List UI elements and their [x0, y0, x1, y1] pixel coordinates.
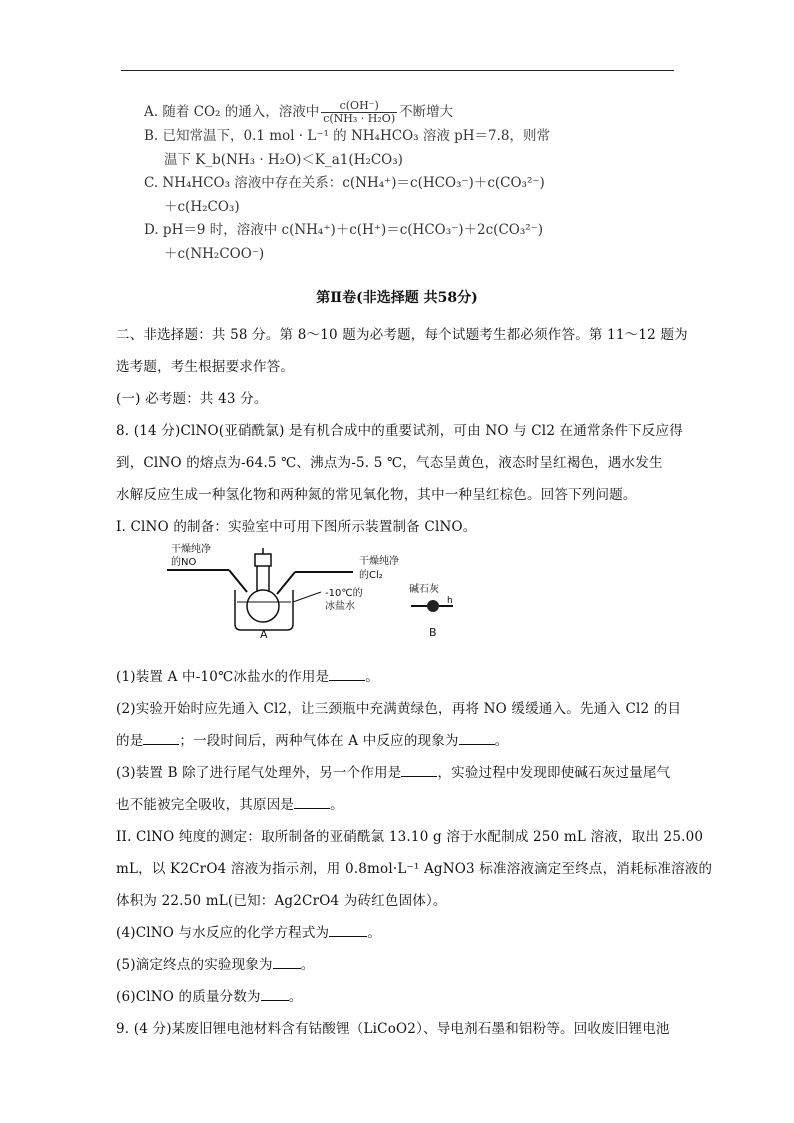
- drying-tube-bulb: [427, 600, 439, 612]
- q8-sub2-text-b: ；一段时间后，两种气体在 A 中反应的现象为: [179, 733, 459, 749]
- q8-sub5: [116, 953, 684, 973]
- option-a-tail: 不断增大: [399, 104, 454, 120]
- fraction-numerator: c(OH⁻): [321, 100, 397, 113]
- q8-part2-line3: 体积为 22.50 mL(已知：Ag2CrO4 为砖红色固体）。: [116, 893, 447, 909]
- section-title: 第Ⅱ卷(非选择题 共58分): [316, 290, 478, 306]
- answer-options: [144, 100, 604, 266]
- label-cl-2: 的Cl₂: [359, 570, 383, 581]
- q8-sub3-line1: [116, 761, 684, 781]
- label-a: A: [260, 628, 268, 640]
- answer-blank[interactable]: [143, 732, 179, 745]
- q8-sub2-line2: [116, 729, 684, 749]
- answer-blank[interactable]: [401, 764, 437, 777]
- q8-sub3-line2: [116, 793, 684, 813]
- no-tube-bend: [229, 570, 247, 592]
- q8-sub1-text: (1)装置 A 中-10℃冰盐水的作用是: [116, 669, 330, 685]
- q8-sub3-text-b: ，实验过程中发现即使碱石灰过量尾气: [437, 765, 671, 781]
- option-b-line1: B. 已知常温下，0.1 mol · L⁻¹ 的 NH₄HCO₃ 溶液 pH＝7.8，则常: [144, 128, 551, 144]
- answer-blank[interactable]: [273, 956, 301, 969]
- period: 。: [330, 797, 344, 813]
- q8-sub3-text-c: 也不能被完全吸收，其原因是: [116, 797, 295, 813]
- q8-sub1: [116, 665, 684, 685]
- q9-line-1: 9. (4 分)某废旧锂电池材料含有钴酸锂（LiCoO2）、导电剂石墨和铝粉等。回收废旧锂电池: [116, 1021, 670, 1037]
- intro-line-1: 二、非选择题：共 58 分。第 8～10 题为必考题，每个试题考生都必须作答。第 11～12 题为: [116, 327, 688, 343]
- q8-sub3-text-a: (3)装置 B 除了进行尾气处理外，另一个作用是: [116, 765, 402, 781]
- period: 。: [288, 989, 303, 1005]
- label-h: h: [447, 596, 453, 606]
- label-cl-1: 干燥纯净: [359, 556, 399, 567]
- label-soda: 碱石灰: [409, 584, 439, 595]
- intro-line-3: (一) 必考题：共 43 分。: [116, 391, 268, 407]
- label-ice-1: -10℃的: [325, 588, 363, 599]
- period: 。: [300, 957, 315, 973]
- header-rule: [121, 70, 674, 71]
- option-d-line1: D. pH＝9 时，溶液中 c(NH₄⁺)＋c(H⁺)＝c(HCO₃⁻)＋2c(CO₃²⁻): [144, 222, 544, 238]
- label-ice-2: 冰盐水: [325, 601, 355, 612]
- option-a: [144, 100, 604, 125]
- q8-part2-line2: mL，以 K2CrO4 溶液为指示剂，用 0.8mol·L⁻¹ AgNO3 标准溶液滴定至终点，消耗标准溶液的: [116, 861, 713, 877]
- q8-sub5-text: (5)滴定终点的实验现象为: [116, 957, 273, 973]
- period: 。: [365, 669, 379, 685]
- answer-blank[interactable]: [294, 796, 330, 809]
- option-a-text: A. 随着 CO₂ 的通入，溶液中: [144, 104, 320, 120]
- apparatus-diagram: [165, 540, 455, 640]
- q8-line-1: 8. (14 分)ClNO(亚硝酰氯) 是有机合成中的重要试剂，可由 NO 与 Cl2 在通常条件下反应得: [116, 423, 683, 439]
- q8-line-3: 水解反应生成一种氢化物和两种氮的常见氧化物，其中一种呈红棕色。回答下列问题。: [116, 487, 637, 503]
- period: 。: [367, 925, 381, 941]
- q8-part2-line1: II. ClNO 纯度的测定：取所制备的亚硝酰氯 13.10 g 溶于水配制成 250 mL 溶液，取出 25.00: [116, 829, 704, 845]
- q8-sub4: [116, 921, 684, 941]
- label-no-2: 的NO: [171, 557, 197, 568]
- answer-blank[interactable]: [459, 732, 495, 745]
- answer-blank[interactable]: [261, 988, 289, 1001]
- q8-sub2-line1: (2)实验开始时应先通入 Cl2，让三颈瓶中充满黄绿色，再将 NO 缓缓通入。先通入 Cl2 的目: [116, 701, 682, 717]
- label-b: B: [429, 626, 437, 639]
- ice-bath: [235, 590, 293, 630]
- option-d-line2: ＋c(NH₂COO⁻): [164, 245, 265, 262]
- q8-sub4-text: (4)ClNO 与水反应的化学方程式为: [116, 925, 330, 941]
- answer-blank[interactable]: [329, 924, 367, 937]
- fraction-denominator: c(NH₃ · H₂O): [323, 112, 396, 125]
- q8-sub6: [116, 985, 684, 1005]
- fraction: [321, 100, 397, 125]
- q8-part1-heading: I. ClNO 的制备：实验室中可用下图所示装置制备 ClNO。: [116, 519, 477, 535]
- option-c-line1: C. NH₄HCO₃ 溶液中存在关系：c(NH₄⁺)＝c(HCO₃⁻)＋c(CO₃²⁻): [144, 175, 545, 191]
- q8-sub2-text-a: 的是: [116, 733, 144, 749]
- q8-sub6-text: (6)ClNO 的质量分数为: [116, 989, 261, 1005]
- label-no-1: 干燥纯净: [171, 544, 211, 555]
- answer-blank[interactable]: [329, 668, 365, 681]
- option-b-line2: 温下 K_b(NH₃ · H₂O)＜K_a1(H₂CO₃): [164, 151, 403, 168]
- intro-line-2: 选考题，考生根据要求作答。: [116, 359, 295, 375]
- option-c-line2: ＋c(H₂CO₃): [164, 198, 240, 215]
- period: 。: [494, 733, 509, 749]
- ice-pointer: [293, 592, 321, 602]
- stopper: [255, 554, 271, 566]
- flask-bulb: [247, 590, 279, 622]
- q8-line-2: 到，ClNO 的熔点为-64.5 ℃、沸点为-5. 5 ℃，气态呈黄色，液态时呈红褐色，遇水发生: [116, 455, 663, 471]
